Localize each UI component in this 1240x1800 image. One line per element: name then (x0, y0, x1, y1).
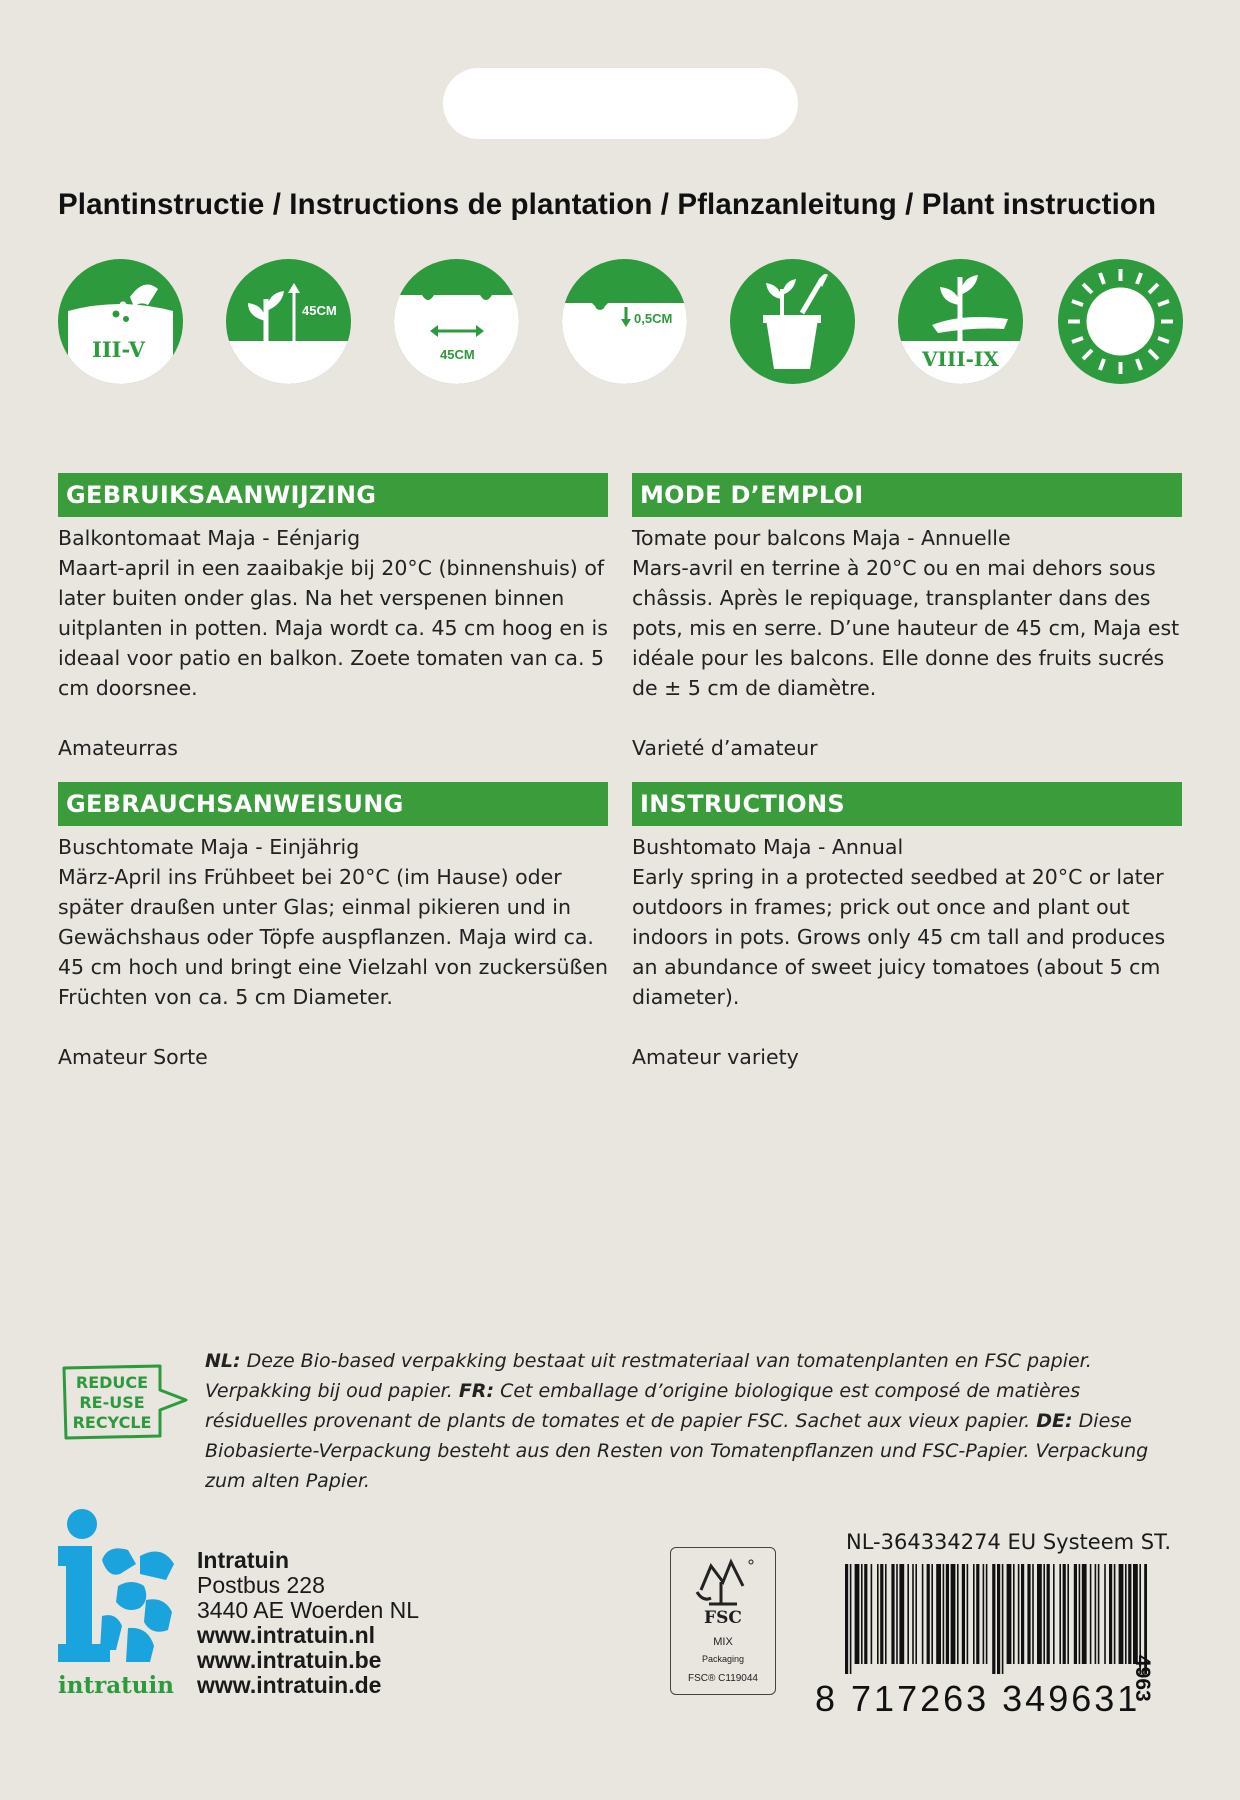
section-subtitle: Buschtomate Maja - Einjährig (58, 835, 360, 859)
section-title: GEBRUIKSAANWIJZING (58, 473, 608, 517)
harvest-months-label: VIII-IX (922, 347, 999, 371)
recycle-logo-line: RE-USE (79, 1393, 145, 1412)
section-title: INSTRUCTIONS (632, 782, 1182, 826)
full-sun-icon (1058, 259, 1183, 384)
section-text: Maart-april in een zaaibakje bij 20°C (binnenshuis) of later buiten onder glas. Na het verspenen binnen uitplanten in potten. Maja wordt ca. 45 cm hoog en is ideaal voor patio en balkon. Zoete tomaten van ca. 5 cm doorsnee. (58, 556, 608, 700)
recycle-logo-line: RECYCLE (72, 1413, 152, 1432)
fsc-label (670, 1547, 776, 1695)
section-text: Mars-avril en terrine à 20°C ou en mai dehors sous châssis. Après le repiquage, transplanter dans des pots, mis en serre. D’une hauteur de 45 cm, Maja est idéale pour les balcons. Elle donne des fruits sucrés de ± 5 cm de diamètre. (632, 556, 1180, 700)
sowing-depth-icon (562, 259, 687, 384)
lang-tag-nl: NL: (205, 1350, 241, 1372)
fsc-name: FSC (704, 1608, 742, 1628)
pot-plant-icon (730, 259, 855, 384)
recycle-notice (205, 1346, 1180, 1496)
website-link[interactable]: www.intratuin.nl (197, 1622, 376, 1648)
recycle-text-de: Diese Biobasierte-Verpackung besteht aus den Resten von Tomatenpflanzen und FSC-Papier. Verpackung zum alten Papier. (205, 1410, 1149, 1492)
section-text: Early spring in a protected seedbed at 20°C or later outdoors in frames; prick out once and plant out indoors in pots. Grows only 45 cm tall and produces an abundance of sweet juicy tomatoes (about 5 cm diameter). (632, 865, 1166, 1009)
section-fr (632, 473, 1182, 763)
section-subtitle: Tomate pour balcons Maja - Annuelle (632, 526, 1011, 550)
intratuin-logo (58, 1508, 178, 1698)
address-line: 3440 AE Woerden NL (197, 1597, 420, 1623)
section-en (632, 782, 1182, 1072)
address-line: Postbus 228 (197, 1572, 325, 1598)
section-footer: Amateur variety (632, 1045, 799, 1069)
sowing-months-label: III-V (92, 337, 145, 362)
ean-number: 8 717263 349631 (815, 1678, 1141, 1719)
section-de (58, 782, 608, 1072)
sowing-icon (58, 259, 183, 384)
intratuin-logo-icon (58, 1508, 178, 1668)
section-subtitle: Bushtomato Maja - Annual (632, 835, 904, 859)
recycle-logo-line: REDUCE (75, 1373, 149, 1392)
plant-height-icon (226, 259, 351, 384)
section-text: März-April ins Frühbeet bei 20°C (im Hause) oder später draußen unter Glas; einmal pikieren und in Gewächshaus oder Töpfe auspflanzen. Maja wird ca. 45 cm hoch und bringt eine Vielzahl von zuckersüßen Früchten von ca. 5 cm Diameter. (58, 865, 608, 1009)
fsc-packaging: Packaging (701, 1654, 745, 1664)
section-subtitle: Balkontomaat Maja - Eénjarig (58, 526, 361, 550)
row-spacing-icon (394, 259, 519, 384)
recycle-text-fr: Cet emballage d’origine biologique est composé de matières résiduelles provenant de plants de tomates et de papier FSC. Sachet aux vieux papier. (205, 1380, 1081, 1432)
fsc-code: FSC® C119044 (688, 1673, 758, 1684)
section-title: MODE D’EMPLOI (632, 473, 1182, 517)
barcode-icon (845, 1564, 1147, 1674)
sowing-depth-label: 0,5CM (634, 311, 673, 326)
section-footer: Varieté d’amateur (632, 736, 818, 760)
section-footer: Amateurras (58, 736, 178, 760)
section-title: GEBRAUCHSANWEISUNG (58, 782, 608, 826)
hang-hole (443, 68, 798, 139)
plant-height-label: 45CM (302, 303, 337, 318)
recycle-logo-icon (60, 1362, 195, 1442)
recycle-text-nl: Deze Bio-based verpakking bestaat uit restmateriaal van tomatenplanten en FSC papier. Verpakking bij oud papier. (205, 1350, 1092, 1402)
company-name: Intratuin (197, 1547, 289, 1573)
company-address (197, 1548, 419, 1698)
page-title: Plantinstructie / Instructions de plantation / Pflanzanleitung / Plant instruction (58, 188, 1157, 221)
intratuin-logo-word: intratuin (58, 1672, 174, 1699)
harvest-icon (898, 259, 1023, 384)
lang-tag-de: DE: (1036, 1410, 1073, 1432)
section-nl (58, 473, 608, 763)
website-link[interactable]: www.intratuin.be (197, 1647, 382, 1673)
registration-number: NL-364334274 EU Systeem ST. (846, 1530, 1172, 1554)
fsc-tree-icon (671, 1552, 775, 1612)
lang-tag-fr: FR: (458, 1380, 495, 1402)
website-link[interactable]: www.intratuin.de (197, 1672, 382, 1698)
section-footer: Amateur Sorte (58, 1045, 208, 1069)
fsc-mix: MIX (713, 1636, 733, 1648)
row-spacing-label: 45CM (440, 347, 475, 362)
side-code: 4963 (1131, 1655, 1154, 1702)
